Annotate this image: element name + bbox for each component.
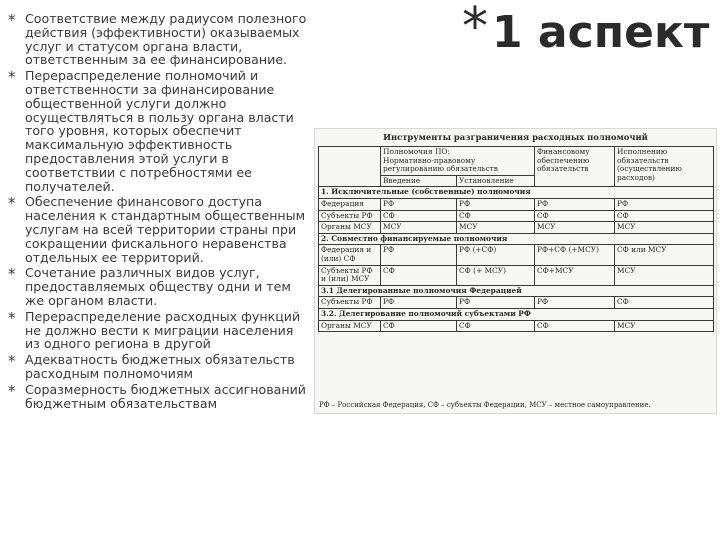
table-cell: Субъекты РФ и (или) МСУ — [319, 265, 381, 285]
header-powers: Полномочия ПО: — [383, 147, 450, 156]
table-row — [319, 297, 714, 309]
table-cell: РФ — [457, 297, 535, 309]
table-cell: Органы МСУ — [319, 222, 381, 234]
title-asterisk: * — [462, 0, 488, 57]
bullet-item — [8, 266, 308, 307]
table-cell: Органы МСУ — [319, 320, 381, 332]
table-cell: Субъекты РФ — [319, 210, 381, 222]
table-cell: СФ — [381, 320, 457, 332]
subheader-establishment: Установление — [457, 175, 535, 187]
table-cell: СФ — [381, 210, 457, 222]
bullet-asterisk: * — [8, 381, 16, 400]
section-row — [319, 233, 714, 245]
table-cell: РФ — [381, 297, 457, 309]
table-cell: СФ+МСУ — [535, 265, 615, 285]
table-cell: РФ — [535, 198, 615, 210]
table-cell: СФ — [615, 297, 714, 309]
bullet-asterisk: * — [8, 265, 16, 284]
table-cell: МСУ — [535, 222, 615, 234]
bullet-text: Соответствие между радиусом полезного действия (эффективности) оказываемых услуг и статусом органа власти, ответственным за ее финансирование. — [25, 11, 307, 68]
table-row — [319, 222, 714, 234]
bullet-text: Перераспределение полномочий и ответственности за финансирование общественной услуги должно осуществляться в пользу органа власти того уровня, которых обеспечит максимальную эффективность предоставления этой услуги в соответствии с потребностями ее получателей. — [25, 68, 294, 194]
bullet-text: Соразмерность бюджетных ассигнований бюджетным обязательствам — [25, 381, 306, 411]
bullet-item — [8, 69, 308, 193]
table-cell: СФ — [535, 320, 615, 332]
table-footnote: РФ – Российская Федерация, СФ – субъекты Федерации, МСУ – местное самоуправление. — [319, 401, 651, 409]
bullet-item — [8, 353, 308, 381]
table-row — [319, 210, 714, 222]
table-cell: СФ — [457, 320, 535, 332]
section-title: 3.1 Делегированные полномочия Федерацией — [319, 285, 714, 297]
table-header-row — [319, 147, 714, 176]
table-cell: Федерация — [319, 198, 381, 210]
header-powers-cell — [381, 147, 535, 176]
bullet-asterisk: * — [8, 68, 16, 87]
page-title-text: 1 аспект — [492, 7, 710, 58]
bullet-text: Адекватность бюджетных обязательств расходным полномочиям — [25, 352, 295, 381]
section-title: 2. Совместно финансируемые полномочия — [319, 233, 714, 245]
table-row — [319, 198, 714, 210]
bullet-item — [8, 383, 308, 411]
table-cell: МСУ — [381, 222, 457, 234]
bullet-text: Обеспечение финансового доступа населения к стандартным общественным услугам на всей территории страны при сокращении фискального неравенства отдельных ее территорий. — [25, 194, 306, 265]
table-cell: РФ — [457, 198, 535, 210]
table-cell: СФ (+ МСУ) — [457, 265, 535, 285]
header-empty-cell — [319, 147, 381, 187]
bullet-item — [8, 12, 308, 67]
table-row — [319, 245, 714, 265]
table-caption: Инструменты разграничения расходных полномочий — [383, 132, 648, 142]
table-cell: СФ — [457, 210, 535, 222]
bullet-text: Перераспределение расходных функций не должно вести к миграции населения из одного региона в другой — [25, 308, 301, 352]
page-title — [462, 0, 710, 62]
table-cell: СФ — [615, 210, 714, 222]
bullet-text: Сочетание различных видов услуг, предоставляемых обществу одни и тем же органом власти. — [25, 265, 291, 308]
table-cell: РФ — [381, 198, 457, 210]
bullet-list — [8, 12, 308, 412]
table-cell: Субъекты РФ — [319, 297, 381, 309]
section-title: 3.2. Делегирование полномочий субъектами РФ — [319, 308, 714, 320]
table-row — [319, 265, 714, 285]
table-cell: МСУ — [615, 320, 714, 332]
bullet-asterisk: * — [8, 352, 16, 371]
header-financing: Финансовому обеспечению обязательств — [535, 147, 615, 187]
table-cell: СФ или МСУ — [615, 245, 714, 265]
header-execution: Исполнению обязательств (осуществлению расходов) — [615, 147, 714, 187]
table-cell: РФ (+СФ) — [457, 245, 535, 265]
bullet-asterisk: * — [8, 308, 16, 327]
table-row — [319, 320, 714, 332]
table-cell: МСУ — [457, 222, 535, 234]
table-cell: СФ — [381, 265, 457, 285]
table-cell: РФ+СФ (+МСУ) — [535, 245, 615, 265]
powers-table — [318, 146, 714, 332]
section-title: 1. Исключительные (собственные) полномочия — [319, 187, 714, 199]
table-cell: РФ — [535, 297, 615, 309]
section-row — [319, 187, 714, 199]
bullet-asterisk: * — [8, 11, 16, 29]
table-cell: СФ — [535, 210, 615, 222]
subheader-introduction: Введение — [381, 175, 457, 187]
table-cell: Федерация и (или) СФ — [319, 245, 381, 265]
table-cell: МСУ — [615, 265, 714, 285]
bullet-asterisk: * — [8, 194, 16, 213]
section-row — [319, 285, 714, 297]
scanned-table-image — [314, 128, 717, 414]
header-regulation: Нормативно-правовому регулированию обязательств — [383, 155, 498, 174]
section-row — [319, 308, 714, 320]
bullet-item — [8, 310, 308, 351]
table-cell: МСУ — [615, 222, 714, 234]
bullet-item — [8, 195, 308, 264]
table-cell: РФ — [615, 198, 714, 210]
table-cell: РФ — [381, 245, 457, 265]
